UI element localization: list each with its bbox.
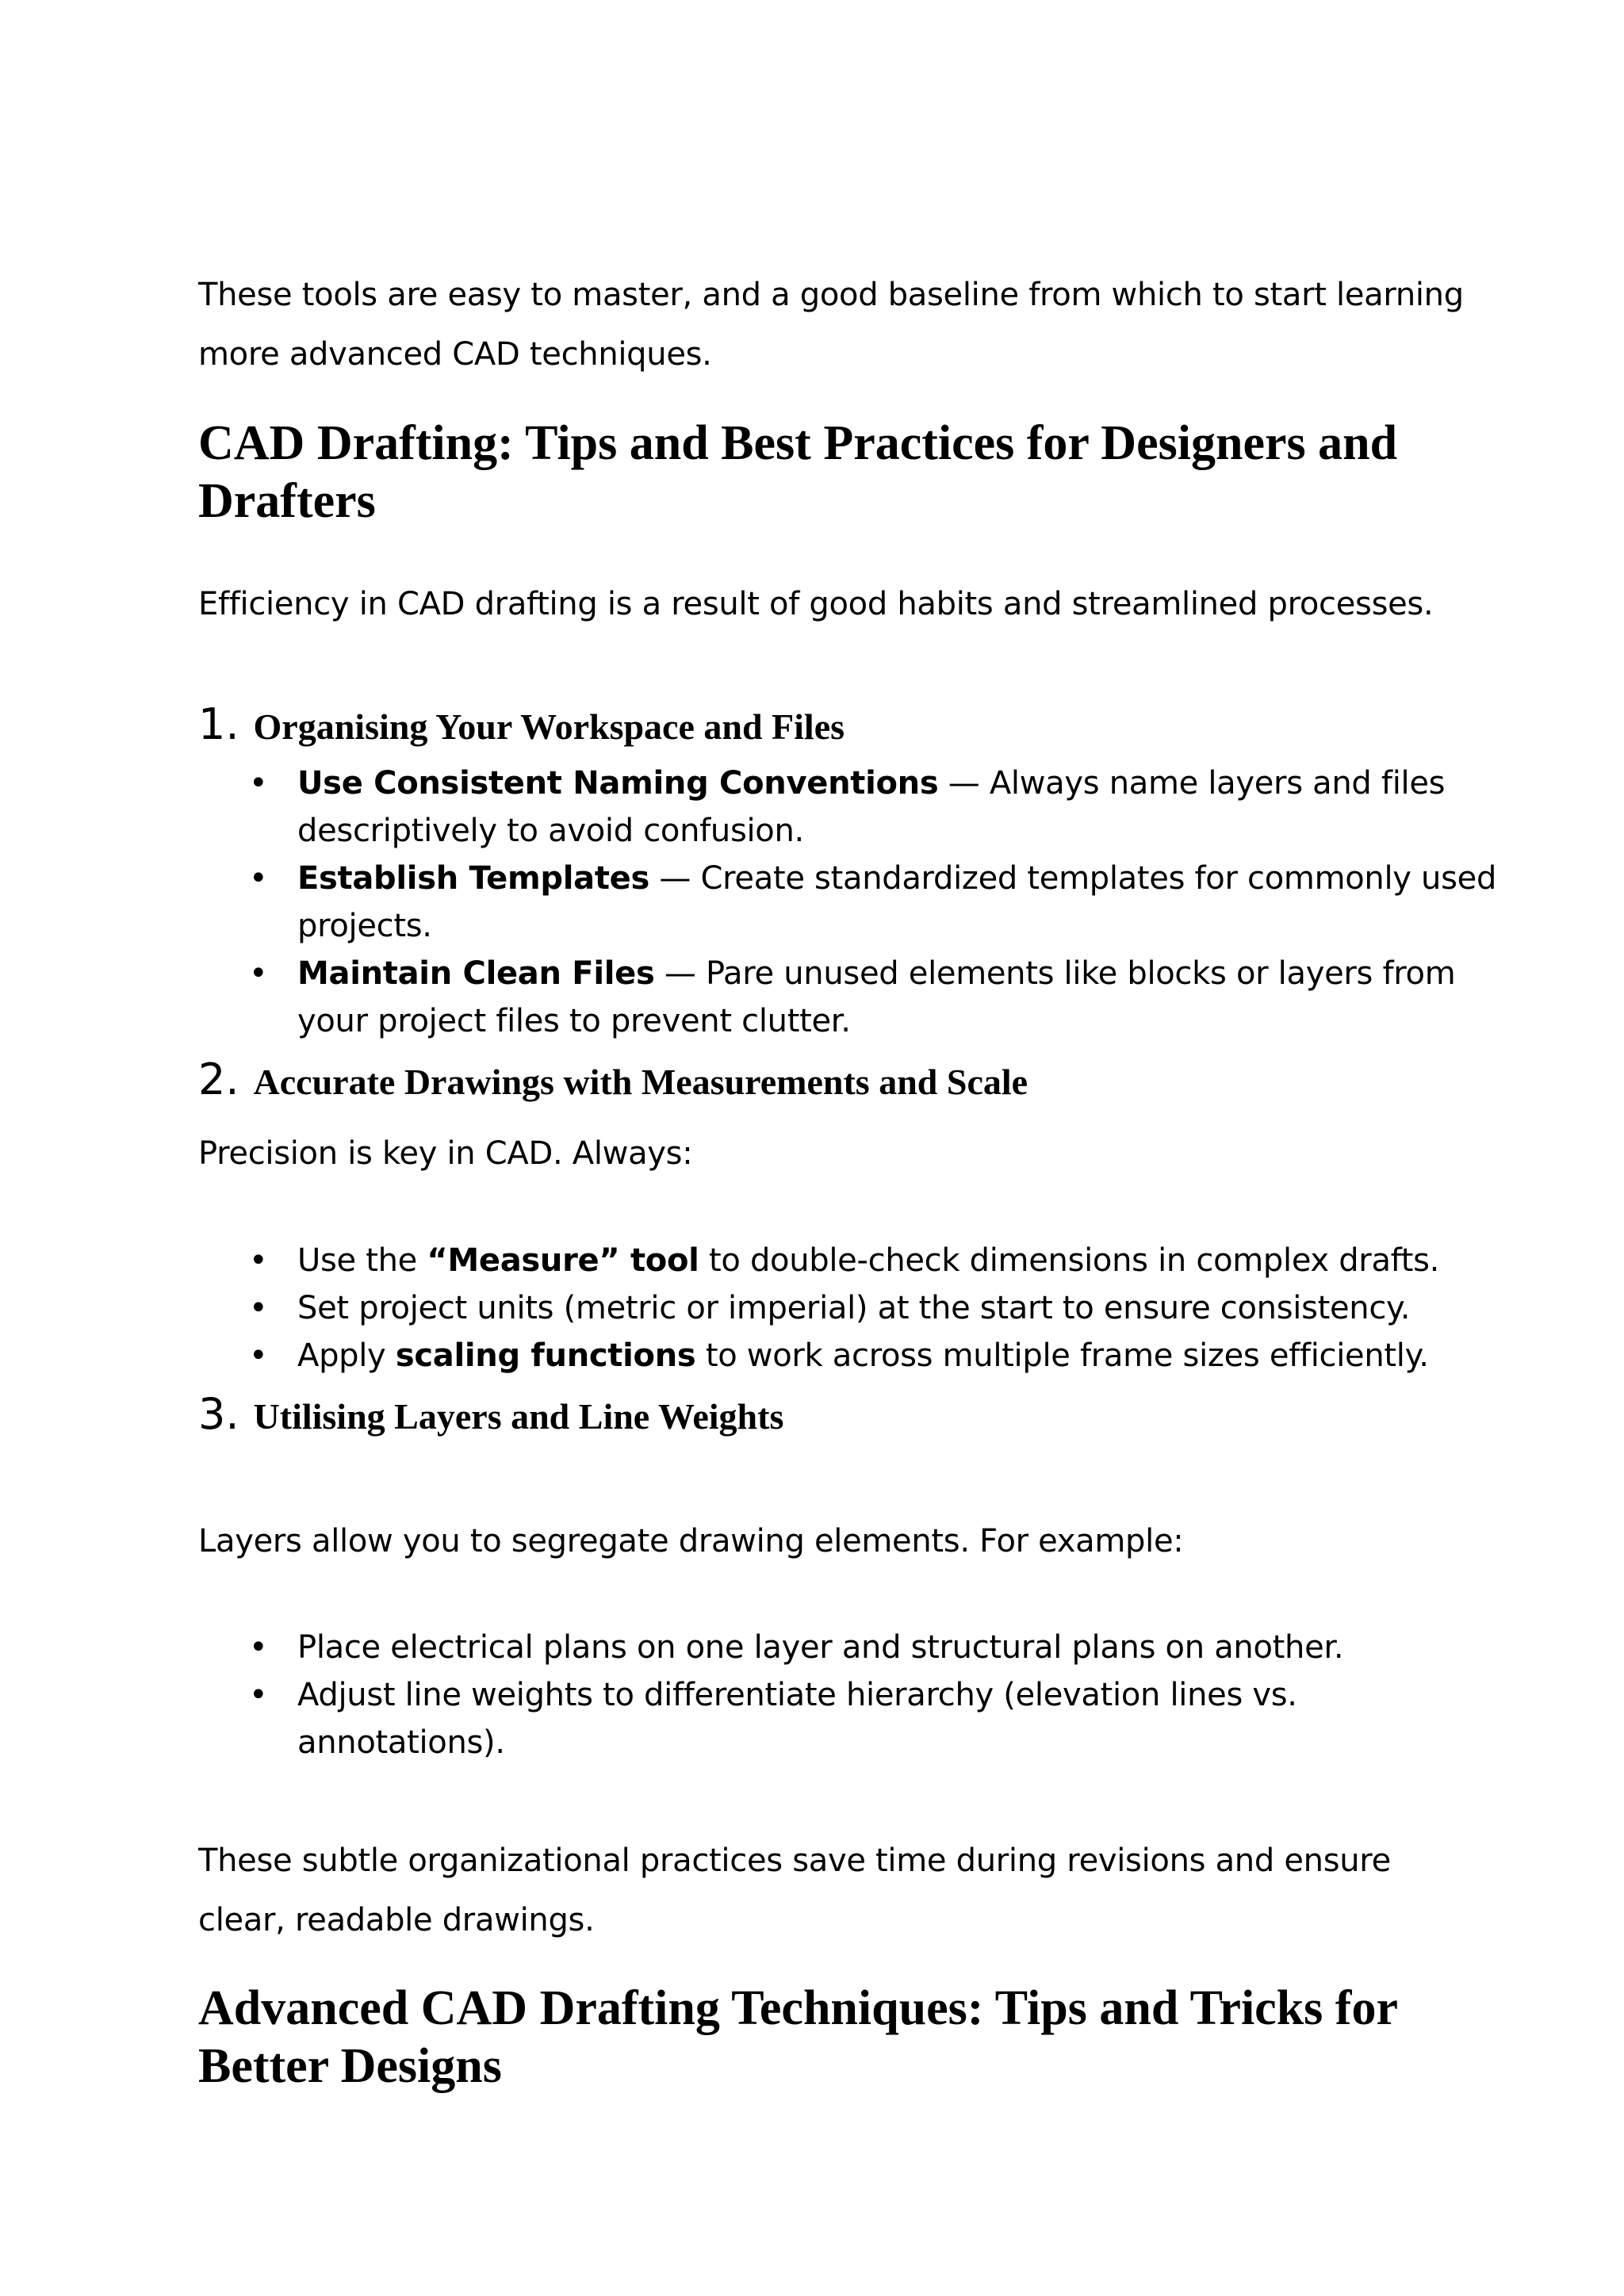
subheading-number: 1.: [198, 699, 239, 749]
bullet-bold-text: “Measure” tool: [427, 1242, 699, 1279]
precision-bullet-list: [198, 1237, 1499, 1380]
bullet-bold-text: Maintain Clean Files: [297, 955, 655, 992]
bullet-text: — Create standardized templates for commonly used projects.: [297, 860, 1497, 944]
layers-paragraph: Layers allow you to segregate drawing elements. For example:: [198, 1523, 1184, 1559]
bullet-icon: •: [249, 1629, 268, 1666]
section-heading-best-practices: CAD Drafting: Tips and Best Practices for Designers and Drafters: [198, 416, 1398, 528]
bullet-bold-text: scaling functions: [395, 1337, 696, 1374]
bullet-text: to double-check dimensions in complex drafts.: [699, 1242, 1440, 1279]
bullet-bold-text: Establish Templates: [297, 860, 649, 897]
efficiency-paragraph: Efficiency in CAD drafting is a result of good habits and streamlined processes.: [198, 586, 1434, 622]
list-item: [198, 760, 1499, 855]
list-item: [198, 1284, 1499, 1332]
subheading-text: Organising Your Workspace and Files: [253, 706, 845, 747]
bullet-text: Apply: [297, 1337, 396, 1374]
bullet-text: to work across multiple frame sizes efficiently.: [695, 1337, 1429, 1374]
subheading-accurate-drawings: [198, 1054, 1507, 1104]
list-item: [198, 1237, 1499, 1284]
bullet-icon: •: [249, 1677, 268, 1713]
subheading-number: 2.: [198, 1054, 239, 1104]
intro-paragraph: These tools are easy to master, and a good baseline from which to start learning more advanced CAD techniques.: [198, 277, 1464, 373]
list-item: [198, 1624, 1499, 1671]
organizational-practices-paragraph: These subtle organizational practices save time during revisions and ensure clear, readable drawings.: [198, 1843, 1391, 1938]
list-item: [198, 1671, 1499, 1766]
layers-bullet-list: [198, 1624, 1499, 1766]
section-heading-advanced-techniques: Advanced CAD Drafting Techniques: Tips and Tricks for Better Designs: [198, 1981, 1397, 2093]
bullet-icon: •: [249, 1242, 268, 1279]
bullet-text: — Pare unused elements like blocks or layers from your project files to prevent clutter.: [297, 955, 1456, 1039]
bullet-text: Set project units (metric or imperial) at the start to ensure consistency.: [297, 1290, 1411, 1326]
subheading-text: Utilising Layers and Line Weights: [253, 1396, 784, 1437]
bullet-icon: •: [249, 860, 268, 897]
subheading-organising-workspace: [198, 699, 1507, 749]
bullet-text: Use the: [297, 1242, 427, 1279]
bullet-text: — Always name layers and files descriptively to avoid confusion.: [297, 765, 1446, 849]
subheading-layers-line-weights: [198, 1389, 1507, 1439]
bullet-icon: •: [249, 1290, 268, 1326]
list-item: [198, 950, 1499, 1045]
precision-paragraph: Precision is key in CAD. Always:: [198, 1135, 693, 1172]
bullet-icon: •: [249, 765, 268, 802]
bullet-icon: •: [249, 955, 268, 992]
subheading-text: Accurate Drawings with Measurements and Scale: [253, 1062, 1028, 1102]
bullet-icon: •: [249, 1337, 268, 1374]
subheading-number: 3.: [198, 1389, 239, 1439]
workspace-bullet-list: [198, 760, 1499, 1045]
list-item: [198, 855, 1499, 950]
list-item: [198, 1332, 1499, 1380]
bullet-text: Adjust line weights to differentiate hierarchy (elevation lines vs. annotations).: [297, 1677, 1297, 1761]
bullet-text: Place electrical plans on one layer and structural plans on another.: [297, 1629, 1344, 1666]
bullet-bold-text: Use Consistent Naming Conventions: [297, 765, 939, 802]
